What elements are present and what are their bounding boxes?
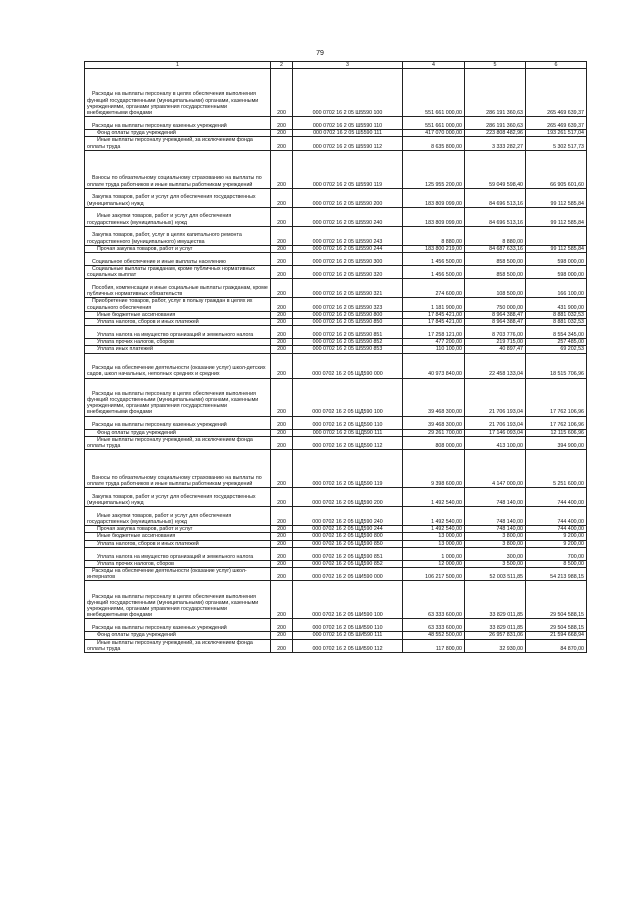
row-executed-amount: 858 500,00 bbox=[465, 266, 526, 279]
row-unexecuted-amount: 257 485,00 bbox=[526, 339, 587, 346]
table-row bbox=[85, 245, 587, 252]
row-unexecuted-amount: 29 504 588,15 bbox=[526, 581, 587, 619]
row-classification-code: 000 0702 16 2 05 ЩД590 000 bbox=[293, 353, 403, 378]
row-code: 200 bbox=[271, 253, 293, 266]
table-row bbox=[85, 416, 587, 429]
row-code: 200 bbox=[271, 526, 293, 533]
row-unexecuted-amount: 193 261 517,04 bbox=[526, 130, 587, 137]
row-name: Социальное обеспечение и иные выплаты населению bbox=[85, 253, 271, 266]
table-row bbox=[85, 346, 587, 353]
row-executed-amount: 286 191 360,63 bbox=[465, 69, 526, 117]
row-executed-amount: 33 829 011,85 bbox=[465, 581, 526, 619]
table-row bbox=[85, 533, 587, 540]
row-approved-amount: 117 800,00 bbox=[403, 639, 465, 652]
row-name: Социальные выплаты гражданам, кроме публичных нормативных социальных выплат bbox=[85, 266, 271, 279]
row-approved-amount: 17 258 121,00 bbox=[403, 326, 465, 339]
row-classification-code: 000 0702 16 2 05 Ш5590 112 bbox=[293, 137, 403, 150]
row-unexecuted-amount: 8 881 032,53 bbox=[526, 311, 587, 318]
row-unexecuted-amount: 99 112 585,84 bbox=[526, 245, 587, 252]
row-unexecuted-amount: 394 900,00 bbox=[526, 436, 587, 449]
row-code: 200 bbox=[271, 581, 293, 619]
row-executed-amount: 8 964 388,47 bbox=[465, 319, 526, 326]
table-row bbox=[85, 639, 587, 652]
row-code: 200 bbox=[271, 429, 293, 436]
row-name: Фонд оплаты труда учреждений bbox=[85, 632, 271, 639]
row-classification-code: 000 0702 16 2 05 ЩД590 119 bbox=[293, 450, 403, 488]
row-code: 200 bbox=[271, 319, 293, 326]
row-classification-code: 000 0702 16 2 05 ЩД590 110 bbox=[293, 416, 403, 429]
row-unexecuted-amount: 17 762 106,96 bbox=[526, 416, 587, 429]
row-approved-amount: 808 000,00 bbox=[403, 436, 465, 449]
row-name: Пособия, компенсации и иные социальные выплаты гражданам, кроме публичных нормативных обязательств bbox=[85, 279, 271, 298]
row-classification-code: 000 0702 16 2 05 ЩД590 800 bbox=[293, 533, 403, 540]
row-classification-code: 000 0702 16 2 05 ЩД590 112 bbox=[293, 436, 403, 449]
row-unexecuted-amount: 12 115 606,96 bbox=[526, 429, 587, 436]
table-row bbox=[85, 311, 587, 318]
row-classification-code: 000 0702 16 2 05 Ш5590 323 bbox=[293, 298, 403, 311]
page-number: 79 bbox=[316, 50, 324, 57]
row-classification-code: 000 0702 16 2 05 ШИ590 100 bbox=[293, 581, 403, 619]
row-code: 200 bbox=[271, 540, 293, 547]
row-classification-code: 000 0702 16 2 05 ШИ590 000 bbox=[293, 568, 403, 581]
row-code: 200 bbox=[271, 266, 293, 279]
row-name: Иные выплаты персоналу учреждений, за исключением фонда оплаты труда bbox=[85, 137, 271, 150]
row-classification-code: 000 0702 16 2 05 ЩД590 111 bbox=[293, 429, 403, 436]
row-code: 200 bbox=[271, 416, 293, 429]
row-classification-code: 000 0702 16 2 05 ЩД590 851 bbox=[293, 547, 403, 560]
row-approved-amount: 1 456 500,00 bbox=[403, 253, 465, 266]
row-classification-code: 000 0702 16 2 05 Ш5590 800 bbox=[293, 311, 403, 318]
row-code: 200 bbox=[271, 245, 293, 252]
row-approved-amount: 39 468 300,00 bbox=[403, 378, 465, 416]
row-executed-amount: 17 146 093,04 bbox=[465, 429, 526, 436]
row-executed-amount: 84 696 513,16 bbox=[465, 188, 526, 207]
row-name: Прочая закупка товаров, работ и услуг bbox=[85, 526, 271, 533]
column-header: 1 bbox=[85, 62, 271, 69]
row-unexecuted-amount: 99 112 585,84 bbox=[526, 188, 587, 207]
row-executed-amount: 84 696 513,16 bbox=[465, 207, 526, 226]
row-approved-amount: 17 845 421,00 bbox=[403, 311, 465, 318]
table-row bbox=[85, 450, 587, 488]
row-approved-amount: 12 000,00 bbox=[403, 560, 465, 567]
table-row bbox=[85, 488, 587, 507]
row-name: Иные закупки товаров, работ и услуг для обеспечения государственных (муниципальных) нужд bbox=[85, 207, 271, 226]
row-classification-code: 000 0702 16 2 05 Ш5590 110 bbox=[293, 117, 403, 130]
row-unexecuted-amount: 598 000,00 bbox=[526, 266, 587, 279]
row-classification-code: 000 0702 16 2 05 Ш5590 100 bbox=[293, 69, 403, 117]
row-approved-amount: 417 070 000,00 bbox=[403, 130, 465, 137]
row-code: 200 bbox=[271, 298, 293, 311]
table-header-row bbox=[85, 62, 587, 69]
row-unexecuted-amount: 5 302 517,73 bbox=[526, 137, 587, 150]
row-name: Взносы по обязательному социальному страхованию на выплаты по оплате труда работников и иные выплаты работникам учреждений bbox=[85, 150, 271, 188]
row-code: 200 bbox=[271, 326, 293, 339]
row-name: Иные выплаты персоналу учреждений, за исключением фонда оплаты труда bbox=[85, 436, 271, 449]
row-executed-amount: 22 458 133,04 bbox=[465, 353, 526, 378]
row-executed-amount: 748 140,00 bbox=[465, 488, 526, 507]
row-executed-amount: 219 715,00 bbox=[465, 339, 526, 346]
table-row bbox=[85, 436, 587, 449]
row-unexecuted-amount: 99 112 585,84 bbox=[526, 207, 587, 226]
table-row bbox=[85, 353, 587, 378]
row-code: 200 bbox=[271, 568, 293, 581]
row-unexecuted-amount: 84 870,00 bbox=[526, 639, 587, 652]
row-name: Закупка товаров, работ и услуг для обеспечения государственных (муниципальных) нужд bbox=[85, 488, 271, 507]
row-unexecuted-amount: 265 469 639,37 bbox=[526, 69, 587, 117]
row-executed-amount: 748 140,00 bbox=[465, 507, 526, 526]
row-name: Расходы на выплаты персоналу казенных учреждений bbox=[85, 117, 271, 130]
row-code: 200 bbox=[271, 378, 293, 416]
row-code: 200 bbox=[271, 639, 293, 652]
row-code: 200 bbox=[271, 188, 293, 207]
row-code: 200 bbox=[271, 560, 293, 567]
row-approved-amount: 110 100,00 bbox=[403, 346, 465, 353]
table-row bbox=[85, 619, 587, 632]
row-code: 200 bbox=[271, 436, 293, 449]
row-code: 200 bbox=[271, 346, 293, 353]
table-row bbox=[85, 266, 587, 279]
table-row bbox=[85, 298, 587, 311]
table-row bbox=[85, 69, 587, 117]
row-classification-code: 000 0702 16 2 05 Ш5590 111 bbox=[293, 130, 403, 137]
table-row bbox=[85, 137, 587, 150]
row-name: Уплата налогов, сборов и иных платежей bbox=[85, 540, 271, 547]
row-approved-amount: 1 492 540,00 bbox=[403, 488, 465, 507]
row-unexecuted-amount: 744 400,00 bbox=[526, 488, 587, 507]
table-row bbox=[85, 319, 587, 326]
row-code: 200 bbox=[271, 69, 293, 117]
row-code: 200 bbox=[271, 632, 293, 639]
table-row bbox=[85, 207, 587, 226]
row-name: Расходы на обеспечение деятельности (оказание услуг) школ-детских садов, школ начальных, неполных средних и средних bbox=[85, 353, 271, 378]
row-classification-code: 000 0702 16 2 05 Ш5590 240 bbox=[293, 207, 403, 226]
row-unexecuted-amount: 17 762 106,96 bbox=[526, 378, 587, 416]
row-classification-code: 000 0702 16 2 05 Ш5590 244 bbox=[293, 245, 403, 252]
row-unexecuted-amount: 9 200,00 bbox=[526, 533, 587, 540]
row-code: 200 bbox=[271, 353, 293, 378]
row-code: 200 bbox=[271, 150, 293, 188]
row-unexecuted-amount: 744 400,00 bbox=[526, 507, 587, 526]
column-header: 2 bbox=[271, 62, 293, 69]
row-name: Иные закупки товаров, работ и услуг для обеспечения государственных (муниципальных) нужд bbox=[85, 507, 271, 526]
row-unexecuted-amount: 265 469 639,37 bbox=[526, 117, 587, 130]
column-header: 6 bbox=[526, 62, 587, 69]
row-executed-amount: 300,00 bbox=[465, 547, 526, 560]
column-header: 4 bbox=[403, 62, 465, 69]
row-name: Уплата налога на имущество организаций и земельного налога bbox=[85, 547, 271, 560]
row-classification-code: 000 0702 16 2 05 ЩД590 850 bbox=[293, 540, 403, 547]
table-row bbox=[85, 150, 587, 188]
row-unexecuted-amount: 598 000,00 bbox=[526, 253, 587, 266]
table-row bbox=[85, 279, 587, 298]
row-name: Расходы на выплаты персоналу в целях обеспечения выполнения функций государственными (муниципальными) органами, казенными учреждениями, органами управления государственными внебюджетными фондами bbox=[85, 378, 271, 416]
row-name: Расходы на выплаты персоналу казенных учреждений bbox=[85, 619, 271, 632]
table-row bbox=[85, 130, 587, 137]
row-name: Закупка товаров, работ и услуг для обеспечения государственных (муниципальных) нужд bbox=[85, 188, 271, 207]
row-approved-amount: 13 000,00 bbox=[403, 540, 465, 547]
row-executed-amount: 3 800,00 bbox=[465, 540, 526, 547]
row-executed-amount: 8 964 388,47 bbox=[465, 311, 526, 318]
row-code: 200 bbox=[271, 207, 293, 226]
table-row bbox=[85, 253, 587, 266]
row-approved-amount: 29 261 700,00 bbox=[403, 429, 465, 436]
row-classification-code: 000 0702 16 2 05 ШИ590 111 bbox=[293, 632, 403, 639]
table-row bbox=[85, 226, 587, 245]
row-executed-amount: 21 706 193,04 bbox=[465, 378, 526, 416]
table-row bbox=[85, 378, 587, 416]
row-approved-amount: 39 468 300,00 bbox=[403, 416, 465, 429]
row-executed-amount: 40 897,47 bbox=[465, 346, 526, 353]
row-approved-amount: 183 809 099,00 bbox=[403, 207, 465, 226]
table-row bbox=[85, 117, 587, 130]
table-row bbox=[85, 188, 587, 207]
row-unexecuted-amount bbox=[526, 226, 587, 245]
row-unexecuted-amount: 431 900,00 bbox=[526, 298, 587, 311]
row-executed-amount: 4 147 000,00 bbox=[465, 450, 526, 488]
row-unexecuted-amount: 5 251 600,00 bbox=[526, 450, 587, 488]
row-approved-amount: 63 333 600,00 bbox=[403, 619, 465, 632]
row-name: Уплата иных платежей bbox=[85, 346, 271, 353]
row-approved-amount: 8 880,00 bbox=[403, 226, 465, 245]
row-code: 200 bbox=[271, 137, 293, 150]
table-row bbox=[85, 540, 587, 547]
table-row bbox=[85, 632, 587, 639]
row-executed-amount: 3 333 282,27 bbox=[465, 137, 526, 150]
row-code: 200 bbox=[271, 507, 293, 526]
row-executed-amount: 8 703 776,00 bbox=[465, 326, 526, 339]
budget-table bbox=[84, 61, 587, 653]
row-executed-amount: 8 880,00 bbox=[465, 226, 526, 245]
table-row bbox=[85, 581, 587, 619]
row-executed-amount: 223 808 482,96 bbox=[465, 130, 526, 137]
row-approved-amount: 183 809 099,00 bbox=[403, 188, 465, 207]
row-approved-amount: 1 456 500,00 bbox=[403, 266, 465, 279]
row-name: Иные бюджетные ассигнования bbox=[85, 533, 271, 540]
row-classification-code: 000 0702 16 2 05 Ш5590 850 bbox=[293, 319, 403, 326]
row-classification-code: 000 0702 16 2 05 ЩД590 852 bbox=[293, 560, 403, 567]
row-unexecuted-amount: 8 554 345,00 bbox=[526, 326, 587, 339]
row-executed-amount: 108 500,00 bbox=[465, 279, 526, 298]
row-code: 200 bbox=[271, 117, 293, 130]
row-name: Взносы по обязательному социальному страхованию на выплаты по оплате труда работников и иные выплаты работникам учреждений bbox=[85, 450, 271, 488]
row-approved-amount: 1 181 900,00 bbox=[403, 298, 465, 311]
row-code: 200 bbox=[271, 488, 293, 507]
row-approved-amount: 125 955 200,00 bbox=[403, 150, 465, 188]
row-name: Иные бюджетные ассигнования bbox=[85, 311, 271, 318]
table-row bbox=[85, 547, 587, 560]
row-approved-amount: 63 333 600,00 bbox=[403, 581, 465, 619]
row-approved-amount: 1 492 540,00 bbox=[403, 526, 465, 533]
row-approved-amount: 17 845 421,00 bbox=[403, 319, 465, 326]
row-classification-code: 000 0702 16 2 05 Ш5590 300 bbox=[293, 253, 403, 266]
row-approved-amount: 1 492 540,00 bbox=[403, 507, 465, 526]
row-classification-code: 000 0702 16 2 05 ШИ590 112 bbox=[293, 639, 403, 652]
row-unexecuted-amount: 29 504 588,15 bbox=[526, 619, 587, 632]
row-name: Расходы на выплаты персоналу казенных учреждений bbox=[85, 416, 271, 429]
row-unexecuted-amount: 18 515 706,96 bbox=[526, 353, 587, 378]
row-approved-amount: 274 600,00 bbox=[403, 279, 465, 298]
row-unexecuted-amount: 69 202,53 bbox=[526, 346, 587, 353]
table-row bbox=[85, 326, 587, 339]
row-approved-amount: 1 000,00 bbox=[403, 547, 465, 560]
row-name: Фонд оплаты труда учреждений bbox=[85, 429, 271, 436]
row-approved-amount: 183 800 219,00 bbox=[403, 245, 465, 252]
row-classification-code: 000 0702 16 2 05 Ш5590 321 bbox=[293, 279, 403, 298]
row-classification-code: 000 0702 16 2 05 ЩД590 244 bbox=[293, 526, 403, 533]
row-executed-amount: 748 140,00 bbox=[465, 526, 526, 533]
table-row bbox=[85, 560, 587, 567]
row-classification-code: 000 0702 16 2 05 Ш5590 852 bbox=[293, 339, 403, 346]
row-approved-amount: 551 661 000,00 bbox=[403, 69, 465, 117]
row-executed-amount: 858 500,00 bbox=[465, 253, 526, 266]
row-code: 200 bbox=[271, 339, 293, 346]
table-row bbox=[85, 507, 587, 526]
row-name: Расходы на выплаты персоналу в целях обеспечения выполнения функций государственными (муниципальными) органами, казенными учреждениями, органами управления государственными внебюджетными фондами bbox=[85, 69, 271, 117]
row-code: 200 bbox=[271, 311, 293, 318]
row-executed-amount: 84 687 633,16 bbox=[465, 245, 526, 252]
row-name: Расходы на выплаты персоналу в целях обеспечения выполнения функций государственными (муниципальными) органами, казенными учреждениями, органами управления государственными внебюджетными фондами bbox=[85, 581, 271, 619]
row-classification-code: 000 0702 16 2 05 Ш5590 119 bbox=[293, 150, 403, 188]
row-executed-amount: 286 191 360,63 bbox=[465, 117, 526, 130]
row-code: 200 bbox=[271, 450, 293, 488]
row-executed-amount: 3 800,00 bbox=[465, 533, 526, 540]
row-classification-code: 000 0702 16 2 05 ЩД590 100 bbox=[293, 378, 403, 416]
table-row bbox=[85, 526, 587, 533]
row-classification-code: 000 0702 16 2 05 Ш5590 853 bbox=[293, 346, 403, 353]
row-approved-amount: 477 200,00 bbox=[403, 339, 465, 346]
row-classification-code: 000 0702 16 2 05 Ш5590 200 bbox=[293, 188, 403, 207]
row-code: 200 bbox=[271, 547, 293, 560]
table-body bbox=[85, 69, 587, 653]
row-classification-code: 000 0702 16 2 05 Ш5590 320 bbox=[293, 266, 403, 279]
row-approved-amount: 9 398 600,00 bbox=[403, 450, 465, 488]
row-unexecuted-amount: 9 200,00 bbox=[526, 540, 587, 547]
row-unexecuted-amount: 8 881 032,53 bbox=[526, 319, 587, 326]
table-row bbox=[85, 339, 587, 346]
row-approved-amount: 106 217 500,00 bbox=[403, 568, 465, 581]
row-code: 200 bbox=[271, 533, 293, 540]
row-code: 200 bbox=[271, 130, 293, 137]
row-name: Расходы на обеспечение деятельности (оказание услуг) школ-интернатов bbox=[85, 568, 271, 581]
row-name: Уплата налогов, сборов и иных платежей bbox=[85, 319, 271, 326]
row-executed-amount: 3 500,00 bbox=[465, 560, 526, 567]
row-code: 200 bbox=[271, 226, 293, 245]
row-classification-code: 000 0702 16 2 05 Ш5590 243 bbox=[293, 226, 403, 245]
row-executed-amount: 59 049 598,40 bbox=[465, 150, 526, 188]
row-name: Фонд оплаты труда учреждений bbox=[85, 130, 271, 137]
row-code: 200 bbox=[271, 619, 293, 632]
row-classification-code: 000 0702 16 2 05 ШИ590 110 bbox=[293, 619, 403, 632]
row-unexecuted-amount: 21 594 668,94 bbox=[526, 632, 587, 639]
row-classification-code: 000 0702 16 2 05 ЩД590 200 bbox=[293, 488, 403, 507]
row-approved-amount: 48 552 500,00 bbox=[403, 632, 465, 639]
row-classification-code: 000 0702 16 2 05 Ш5590 851 bbox=[293, 326, 403, 339]
row-name: Прочая закупка товаров, работ и услуг bbox=[85, 245, 271, 252]
row-name: Закупка товаров, работ, услуг в целях капитального ремонта государственного (муниципального) имущества bbox=[85, 226, 271, 245]
row-executed-amount: 52 003 511,85 bbox=[465, 568, 526, 581]
table-row bbox=[85, 568, 587, 581]
row-executed-amount: 413 100,00 bbox=[465, 436, 526, 449]
row-name: Уплата прочих налогов, сборов bbox=[85, 560, 271, 567]
row-approved-amount: 40 973 840,00 bbox=[403, 353, 465, 378]
row-approved-amount: 8 635 800,00 bbox=[403, 137, 465, 150]
row-name: Иные выплаты персоналу учреждений, за исключением фонда оплаты труда bbox=[85, 639, 271, 652]
row-approved-amount: 551 661 000,00 bbox=[403, 117, 465, 130]
row-executed-amount: 750 000,00 bbox=[465, 298, 526, 311]
row-unexecuted-amount: 166 100,00 bbox=[526, 279, 587, 298]
row-classification-code: 000 0702 16 2 05 ЩД590 240 bbox=[293, 507, 403, 526]
column-header: 3 bbox=[293, 62, 403, 69]
row-code: 200 bbox=[271, 279, 293, 298]
row-executed-amount: 26 957 831,06 bbox=[465, 632, 526, 639]
row-name: Уплата налога на имущество организаций и земельного налога bbox=[85, 326, 271, 339]
row-unexecuted-amount: 744 400,00 bbox=[526, 526, 587, 533]
row-approved-amount: 13 000,00 bbox=[403, 533, 465, 540]
row-unexecuted-amount: 8 500,00 bbox=[526, 560, 587, 567]
row-unexecuted-amount: 54 213 988,15 bbox=[526, 568, 587, 581]
row-unexecuted-amount: 66 905 601,60 bbox=[526, 150, 587, 188]
table-row bbox=[85, 429, 587, 436]
row-executed-amount: 21 706 193,04 bbox=[465, 416, 526, 429]
row-executed-amount: 32 930,00 bbox=[465, 639, 526, 652]
row-name: Приобретение товаров, работ, услуг в пользу граждан в целях их социального обеспечения bbox=[85, 298, 271, 311]
row-unexecuted-amount: 700,00 bbox=[526, 547, 587, 560]
row-name: Уплата прочих налогов, сборов bbox=[85, 339, 271, 346]
row-executed-amount: 33 829 011,85 bbox=[465, 619, 526, 632]
column-header: 5 bbox=[465, 62, 526, 69]
